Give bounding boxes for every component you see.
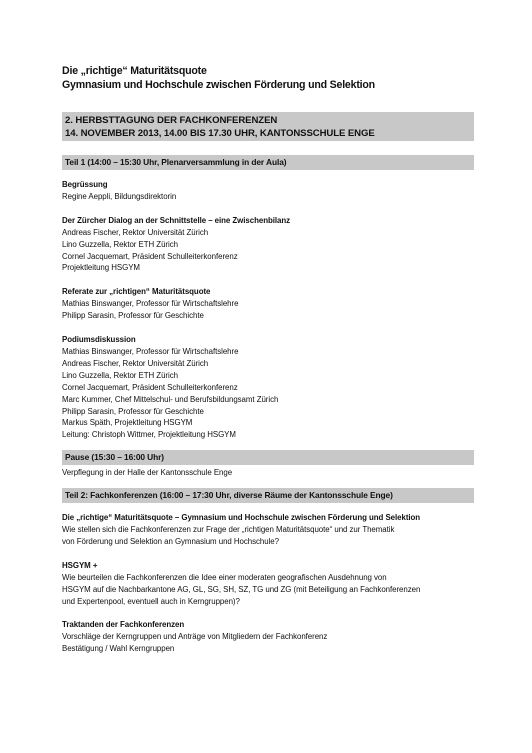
block-line: Cornel Jacquemart, Präsident Schulleiterkonferenz bbox=[62, 382, 238, 392]
block-line: von Förderung und Selektion an Gymnasium und Hochschule? bbox=[62, 536, 279, 546]
block-line: Leitung: Christoph Wittmer, Projektleitung HSGYM bbox=[62, 430, 236, 440]
block-line: Mathias Binswanger, Professor für Wirtschaftslehre bbox=[62, 299, 239, 309]
block-heading: Die „richtige“ Maturitätsquote – Gymnasium und Hochschule zwischen Förderung und Selektion bbox=[62, 513, 421, 523]
block-line: Lino Guzzella, Rektor ETH Zürich bbox=[62, 239, 178, 249]
program-page bbox=[62, 64, 474, 655]
document-title-line-2: Gymnasium und Hochschule zwischen Förderung und Selektion bbox=[62, 79, 375, 91]
teil1-block-greeting bbox=[62, 179, 474, 203]
document-title-line-1: Die „richtige“ Maturitätsquote bbox=[62, 65, 207, 77]
block-line: Andreas Fischer, Rektor Universität Zürich bbox=[62, 227, 209, 237]
pause-header: Pause (15:30 – 16:00 Uhr) bbox=[62, 450, 474, 465]
block-line: Marc Kummer, Chef Mittelschul- und Berufsbildungsamt Zürich bbox=[62, 394, 279, 404]
teil1-block-podium bbox=[62, 334, 474, 441]
block-line: Philipp Sarasin, Professor für Geschichte bbox=[62, 406, 204, 416]
event-title: 2. HERBSTTAGUNG DER FACHKONFERENZEN bbox=[65, 115, 278, 126]
teil2-block-traktanden bbox=[62, 619, 474, 655]
pause-line: Verpflegung in der Halle der Kantonsschule Enge bbox=[62, 468, 233, 478]
teil1-block-dialog bbox=[62, 215, 474, 275]
event-banner bbox=[62, 112, 474, 141]
block-heading: Referate zur „richtigen“ Maturitätsquote bbox=[62, 287, 211, 297]
block-line: Markus Späth, Projektleitung HSGYM bbox=[62, 418, 193, 428]
teil2-block-quote bbox=[62, 512, 474, 548]
block-line: Regine Aeppli, Bildungsdirektorin bbox=[62, 191, 177, 201]
block-line: Cornel Jacquemart, Präsident Schulleiterkonferenz bbox=[62, 251, 238, 261]
block-heading: HSGYM + bbox=[62, 560, 98, 570]
teil1-block-referate bbox=[62, 286, 474, 322]
block-line: Bestätigung / Wahl Kerngruppen bbox=[62, 644, 175, 654]
block-line: und Expertenpool, eventuell auch in Kerngruppen)? bbox=[62, 596, 240, 606]
block-line: Projektleitung HSGYM bbox=[62, 263, 140, 273]
teil2-block-hsgym bbox=[62, 560, 474, 608]
block-heading: Traktanden der Fachkonferenzen bbox=[62, 620, 185, 630]
block-line: Andreas Fischer, Rektor Universität Zürich bbox=[62, 358, 209, 368]
teil1-header: Teil 1 (14:00 – 15:30 Uhr, Plenarversammlung in der Aula) bbox=[62, 155, 474, 170]
block-line: Lino Guzzella, Rektor ETH Zürich bbox=[62, 370, 178, 380]
block-line: HSGYM auf die Nachbarkantone AG, GL, SG, SH, SZ, TG und ZG (mit Beteiligung an Fachkonferenzen bbox=[62, 584, 421, 594]
block-heading: Podiumsdiskussion bbox=[62, 335, 136, 345]
block-line: Vorschläge der Kerngruppen und Anträge von Mitgliedern der Fachkonferenz bbox=[62, 632, 328, 642]
block-line: Mathias Binswanger, Professor für Wirtschaftslehre bbox=[62, 346, 239, 356]
block-line: Wie stellen sich die Fachkonferenzen zur Frage der „richtigen Maturitätsquote“ und zur Thematik bbox=[62, 525, 395, 535]
block-heading: Begrüssung bbox=[62, 180, 108, 189]
teil2-header: Teil 2: Fachkonferenzen (16:00 – 17:30 Uhr, diverse Räume der Kantonsschule Enge) bbox=[62, 488, 474, 503]
block-heading: Der Zürcher Dialog an der Schnittstelle – eine Zwischenbilanz bbox=[62, 215, 291, 225]
block-line: Wie beurteilen die Fachkonferenzen die Idee einer moderaten geografischen Ausdehnung von bbox=[62, 572, 387, 582]
block-line: Philipp Sarasin, Professor für Geschichte bbox=[62, 311, 204, 321]
event-date-location: 14. NOVEMBER 2013, 14.00 BIS 17.30 UHR, KANTONSSCHULE ENGE bbox=[65, 128, 375, 139]
